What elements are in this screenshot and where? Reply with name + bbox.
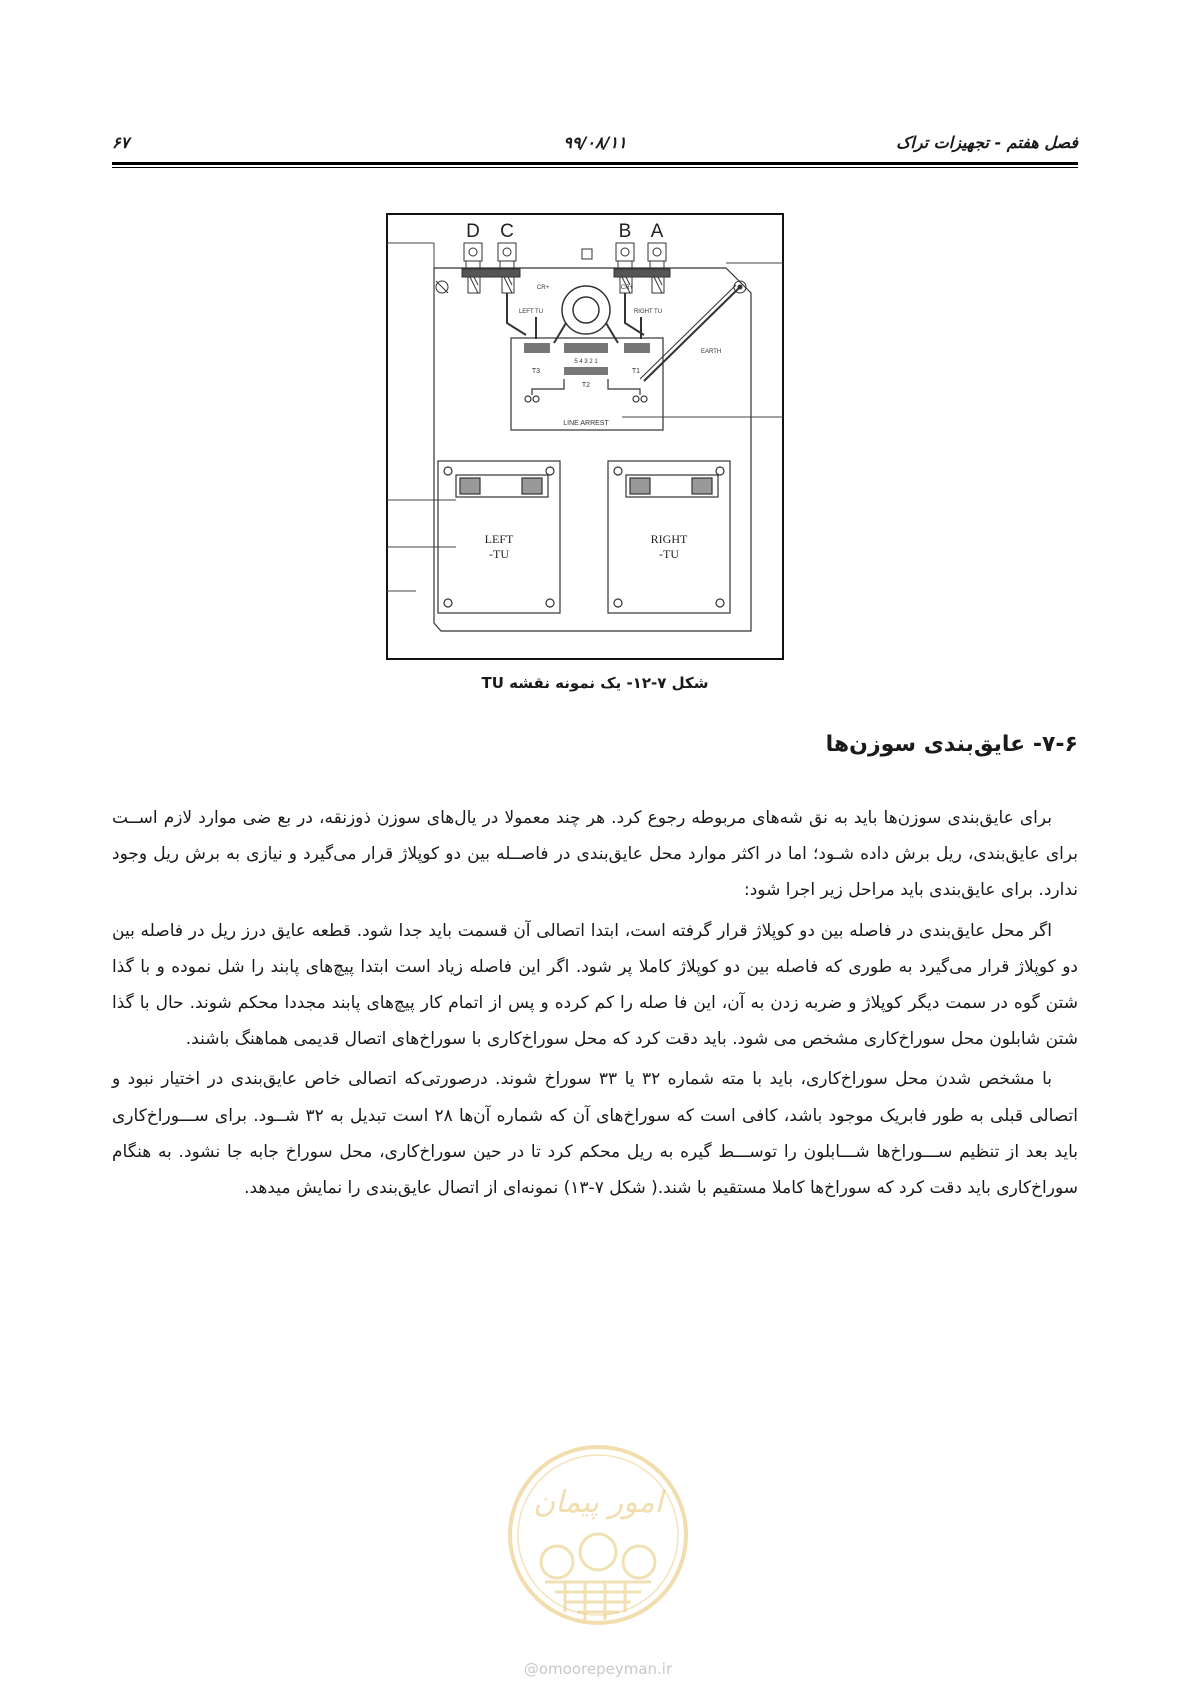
section-title: ۷-۶- عایق‌بندی سوزن‌ها bbox=[825, 732, 1078, 757]
label-t1: T1 bbox=[631, 368, 641, 375]
label-right-tu-top: RIGHT TU bbox=[633, 309, 663, 315]
paragraph-3: با مشخص شدن محل سوراخ‌کاری، باید با مته شماره ۳۲ یا ۳۳ سوراخ شوند. درصورتی‌که اتصالی خاص عایق‌بندی در اختیار نبود و اتصالی قبلی به طور فابریک موجود باشد، کافی است که سوراخ‌های آن که شماره آن‌ها ۲۸ است تبدیل به ۳۲ شــود. برای ســـوراخ‌کاری باید بعد از تنظیم ســـوراخ‌ها شـــابلون را توســـط گیره به ریل محکم کرد تا در حین سوراخ‌کاری، محل سوراخ جابه جا نشود. به هنگام سوراخ‌کاری باید دقت کرد که سوراخ‌ها کاملا مستقیم با شند.( شکل ۷-۱۳) نمونه‌ای از اتصال عایق‌بندی را نمایش میدهد. bbox=[112, 1069, 1078, 1199]
body-text bbox=[112, 800, 1078, 1210]
figure-caption: شکل ۷-۱۲- یک نمونه نقشه TU bbox=[481, 674, 709, 692]
paragraph-2: اگر محل عایق‌بندی در فاصله بین دو کوپلاژ قرار گرفته است، ابتدا اتصالی آن قسمت باید جدا شود. قطعه عایق درز ریل در فاصله بین دو کوپلاژ قرار می‌گیرد به طوری که فاصله بین دو کوپلاژ کاملا پر شود. اگر این فاصله زیاد است ابتدا پیچ‌های پابند را شل نموده و با گذا شتن گوه در سمت دیگر کوپلاژ و ضربه زدن به آن، این فا صله را کم کرده و پس از اتمام کار پیچ‌های پابند مجددا محکم شوند. حال با گذا شتن شابلون محل سوراخ‌کاری مشخص می شود. باید دقت کرد که محل سوراخ‌کاری با سوراخ‌های اتصال قدیمی هماهنگ باشند. bbox=[112, 920, 1078, 1050]
header-date: ۹۹/۰۸/۱۱ bbox=[563, 133, 627, 152]
header-rule-thin bbox=[112, 167, 1078, 168]
watermark-logo bbox=[505, 1442, 691, 1650]
label-b: B bbox=[618, 221, 632, 242]
label-left-tu-2: -TU bbox=[489, 547, 509, 561]
watermark-logo-text: امور پیمان bbox=[533, 1485, 663, 1520]
label-right-tu-2: -TU bbox=[659, 547, 679, 561]
page-header bbox=[112, 133, 1078, 157]
header-rule bbox=[112, 162, 1078, 165]
chapter-title: فصل هفتم - تجهیزات تراک bbox=[896, 133, 1078, 152]
label-line-arrest: LINE ARREST bbox=[563, 420, 609, 427]
label-left-tu-top: LEFT TU bbox=[518, 309, 544, 315]
paragraph-1: برای عایق‌بندی سوزن‌ها باید به نق شه‌های مربوطه رجوع کرد. هر چند معمولا در یال‌های سوزن ذوزنقه، در بع ضی موارد لازم اســت برای عایق‌بندی، ریل برش داده شـود؛ اما در اکثر موارد محل عایق‌بندی در فاصــله بین دو کوپلاژ قرار می‌گیرد و نیازی به برش ریل وجود ندارد. برای عایق‌بندی باید مراحل زیر اجرا شود: bbox=[112, 808, 1078, 901]
label-cr-left: CR+ bbox=[536, 285, 550, 291]
label-d: D bbox=[466, 221, 480, 242]
label-right-tu-1: RIGHT bbox=[650, 532, 688, 546]
label-cr-right: CR+ bbox=[620, 285, 634, 291]
label-left-tu-1: LEFT bbox=[484, 532, 514, 546]
watermark-url: @omoorepeyman.ir bbox=[523, 1660, 673, 1678]
tu-diagram bbox=[386, 213, 784, 660]
label-pins: 5 4 3 2 1 bbox=[574, 359, 598, 365]
label-t3: T3 bbox=[531, 368, 541, 375]
label-earth: EARTH bbox=[701, 349, 722, 355]
label-c: C bbox=[500, 221, 514, 242]
label-a: A bbox=[650, 221, 664, 242]
page-number: ۶۷ bbox=[112, 133, 130, 152]
label-t2: T2 bbox=[581, 382, 591, 389]
